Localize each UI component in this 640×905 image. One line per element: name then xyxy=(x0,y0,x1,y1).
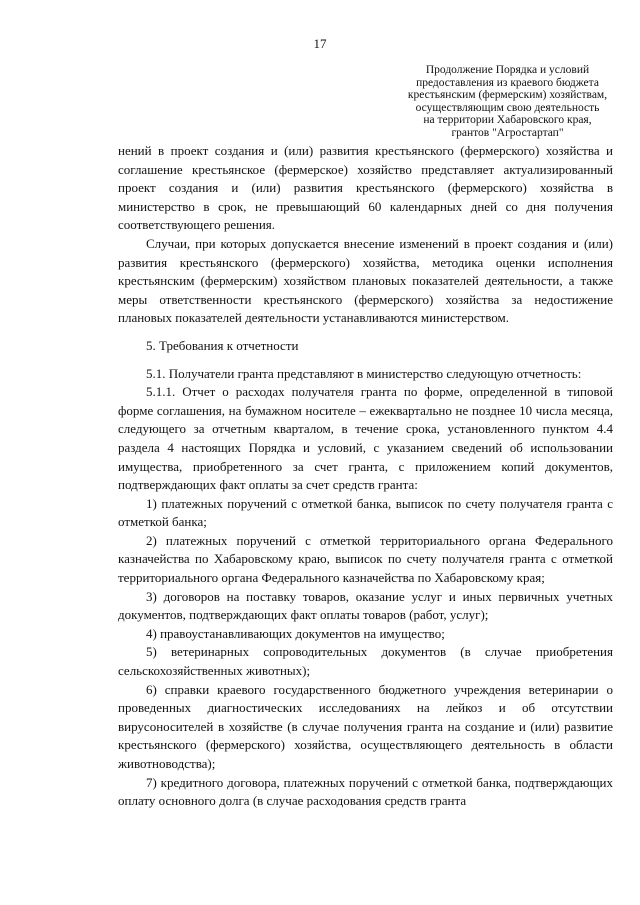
paragraph: Случаи, при которых допускается внесение изменений в проект создания и (или) развития крестьянского (фермерского) хозяйства, методика оценки исполнения крестьянским (фермерским) хозяйством плановых показателей деятельности, а также меры ответственности крестьянского (фермерского) хозяйства за недостижение плановых показателей деятельности устанавливаются министерством. xyxy=(118,235,613,326)
paragraph: нений в проект создания и (или) развития крестьянского (фермерского) хозяйства и соглашение крестьянское (фермерское) хозяйство представляет актуализированный проект создания и (или) развития крестьянского (фермерского) хозяйства в министерство в срок, не превышающий 60 календарных дней со дня получения соответствующего решения. xyxy=(118,143,613,233)
list-item: 7) кредитного договора, платежных поручений с отметкой банка, подтверждающих оплату основного долга (в случае расходования средств гранта xyxy=(118,774,613,809)
list-item: 4) правоустанавливающих документов на имущество; xyxy=(146,625,445,641)
page-number: 17 xyxy=(313,36,327,51)
list-item: 5) ветеринарных сопроводительных документов (в случае приобретения сельскохозяйственных животных); xyxy=(118,644,613,679)
document-header xyxy=(400,64,615,139)
list-item: 1) платежных поручений с отметкой банка, выписок по счету получателя гранта с отметкой банка; xyxy=(118,495,613,530)
header-line: Продолжение Порядка и условий xyxy=(425,64,590,76)
header-line: грантов "Агростартап" xyxy=(451,126,564,139)
section-title: 5. Требования к отчетности xyxy=(146,337,299,353)
header-line: на территории Хабаровского края, xyxy=(423,114,592,126)
header-line: предоставления из краевого бюджета xyxy=(416,76,599,89)
document-body xyxy=(118,142,613,811)
paragraph: 5.1. Получатели гранта представляют в министерство следующую отчетность: xyxy=(146,365,582,381)
list-item: 3) договоров на поставку товаров, оказание услуг и иных первичных учетных документов, подтверждающих факт оплаты товаров (работ, услуг); xyxy=(118,588,613,623)
list-item: 2) платежных поручений с отметкой территориального органа Федерального казначейства по Хабаровскому краю, выписок по счету получателя гранта с отметкой территориального органа Федерального казначейства по Хабаровскому края; xyxy=(118,532,613,586)
header-line: осуществляющим свою деятельность xyxy=(415,101,600,114)
header-line: крестьянским (фермерским) хозяйствам, xyxy=(407,89,608,101)
paragraph: 5.1.1. Отчет о расходах получателя гранта по форме, определенной в типовой форме соглашения, на бумажном носителе – ежеквартально не позднее 10 числа месяца, следующего за отчетным кварталом, в течение срока, установленного пунктом 4.4 раздела 4 настоящих Порядка и условий, с указанием сведений об использовании имущества, приобретенного за счет гранта, с приложением копий документов, подтверждающих факт оплаты за счет средств гранта: xyxy=(118,384,613,493)
list-item: 6) справки краевого государственного бюджетного учреждения ветеринарии о проведенных диагностических исследованиях на лейкоз и об отсутствии вирусоносителей в хозяйстве (в случае получения гранта на создание и (или) развитие крестьянского (фермерского) хозяйства, осуществляющего деятельность в области животноводства); xyxy=(118,681,613,771)
